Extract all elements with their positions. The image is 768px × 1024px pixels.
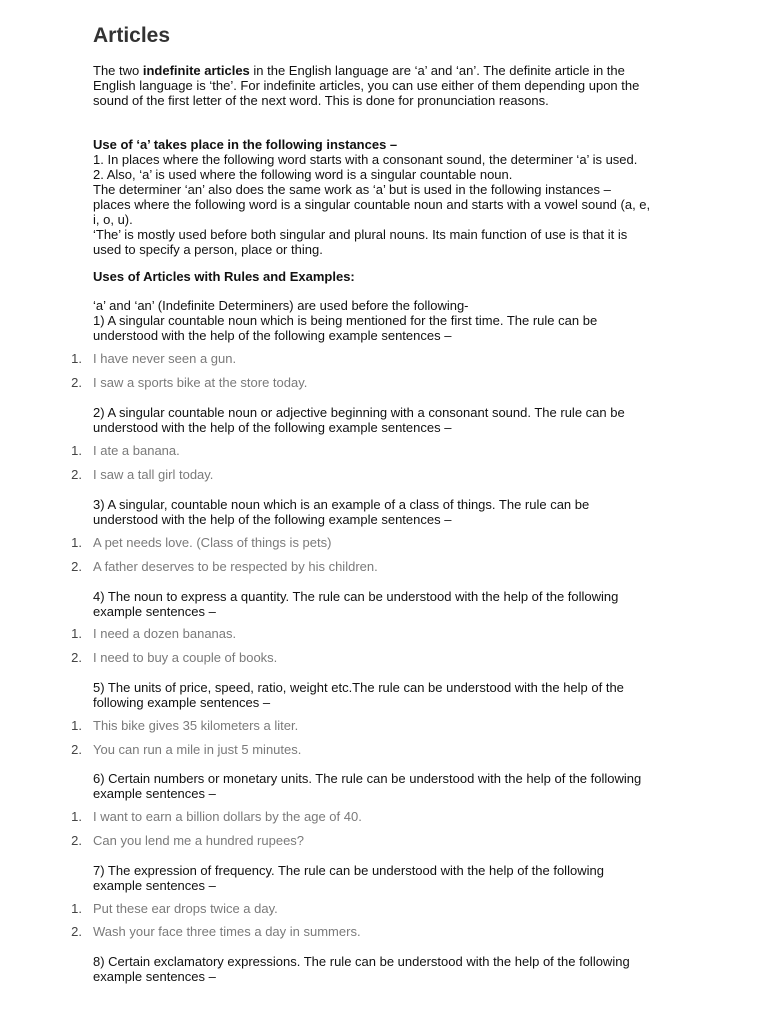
use-a-line: used to specify a person, place or thing. [93, 242, 323, 257]
rule-text-line: 2) A singular countable noun or adjective beginning with a consonant sound. The rule can be [93, 405, 625, 420]
rule-block [93, 405, 693, 435]
example-number: 1 . [66, 443, 82, 459]
rule-block [93, 771, 693, 801]
example-number: 2 . [66, 833, 82, 849]
example-number: 1 . [66, 718, 82, 734]
example-number: 1 . [66, 351, 82, 367]
intro-text-line3: sound of the first letter of the next word. This is done for pronunciation reasons. [93, 93, 549, 108]
rule-text-line: example sentences – [93, 604, 216, 619]
example-number: 2 . [66, 467, 82, 483]
example-text: This bike gives 35 kilometers a liter. [93, 718, 299, 733]
example-text: Put these ear drops twice a day. [93, 901, 278, 916]
rule-text-line: example sentences – [93, 969, 216, 984]
use-a-line: 1. In places where the following word starts with a consonant sound, the determiner ‘a’ is used. [93, 152, 638, 167]
indefinite-intro: ‘a’ and ‘an’ (Indefinite Determiners) are used before the following- [93, 298, 469, 313]
rule-text-line: following example sentences – [93, 695, 271, 710]
use-a-heading: Use of ‘a’ takes place in the following instances – [93, 137, 398, 152]
intro-paragraph [93, 63, 693, 108]
rule-text-line: 4) The noun to express a quantity. The rule can be understood with the help of the following [93, 589, 619, 604]
intro-bold-term: indefinite articles [142, 63, 250, 78]
rule-text-line: 6) Certain numbers or monetary units. The rule can be understood with the help of the following [93, 771, 642, 786]
example-number: 1 . [66, 535, 82, 551]
example-text: Wash your face three times a day in summers. [93, 924, 361, 939]
rule-block [93, 497, 693, 527]
rule-text-line: example sentences – [93, 786, 216, 801]
intro-text-start: The two [93, 63, 143, 78]
rule-text-line: 8) Certain exclamatory expressions. The rule can be understood with the help of the following [93, 954, 630, 969]
example-text: I need a dozen bananas. [93, 626, 237, 641]
example-text: I want to earn a billion dollars by the age of 40. [93, 809, 362, 824]
example-number: 2 . [66, 650, 82, 666]
example-number: 1 . [66, 901, 82, 917]
rule-text-line: understood with the help of the following example sentences – [93, 420, 452, 435]
example-text: You can run a mile in just 5 minutes. [93, 742, 302, 757]
rule-block [93, 954, 693, 984]
rule-block [93, 863, 693, 893]
rule-text-line: 3) A singular, countable noun which is an example of a class of things. The rule can be [93, 497, 590, 512]
rule-text-line: understood with the help of the following example sentences – [93, 328, 452, 343]
rule-text-line: 5) The units of price, speed, ratio, weight etc.The rule can be understood with the help of the [93, 680, 624, 695]
use-a-line: ‘The’ is mostly used before both singular and plural nouns. Its main function of use is that it is [93, 227, 628, 242]
example-text: A father deserves to be respected by his children. [93, 559, 378, 574]
use-a-section [93, 137, 693, 257]
rule-text-line: 1) A singular countable noun which is being mentioned for the first time. The rule can be [93, 313, 598, 328]
use-a-line: i, o, u). [93, 212, 133, 227]
rule-text-line: 7) The expression of frequency. The rule can be understood with the help of the following [93, 863, 604, 878]
example-text: I need to buy a couple of books. [93, 650, 278, 665]
rule-block [93, 298, 693, 343]
rule-text-line: example sentences – [93, 878, 216, 893]
use-a-line: places where the following word is a singular countable noun and starts with a vowel sound (a, e, [93, 197, 651, 212]
rule-block [93, 680, 693, 710]
intro-text-line2: English language is ‘the’. For indefinite articles, you can use either of them depending upon the [93, 78, 640, 93]
uses-heading: Uses of Articles with Rules and Examples: [93, 269, 355, 284]
page-title: Articles [93, 24, 171, 47]
example-number: 2 . [66, 924, 82, 940]
example-number: 2 . [66, 375, 82, 391]
intro-text-line1: in the English language are ‘a’ and ‘an’. The definite article in the [249, 63, 625, 78]
rule-block [93, 589, 693, 619]
example-number: 1 . [66, 809, 82, 825]
example-text: I ate a banana. [93, 443, 180, 458]
example-number: 2 . [66, 742, 82, 758]
example-text: A pet needs love. (Class of things is pets) [93, 535, 332, 550]
use-a-line: The determiner ‘an’ also does the same work as ‘a’ but is used in the following instances – [93, 182, 611, 197]
example-number: 1 . [66, 626, 82, 642]
example-text: I saw a tall girl today. [93, 467, 214, 482]
example-text: I saw a sports bike at the store today. [93, 375, 308, 390]
example-text: I have never seen a gun. [93, 351, 237, 366]
rule-text-line: understood with the help of the following example sentences – [93, 512, 452, 527]
example-number: 2 . [66, 559, 82, 575]
use-a-line: 2. Also, ‘a’ is used where the following word is a singular countable noun. [93, 167, 513, 182]
example-text: Can you lend me a hundred rupees? [93, 833, 305, 848]
